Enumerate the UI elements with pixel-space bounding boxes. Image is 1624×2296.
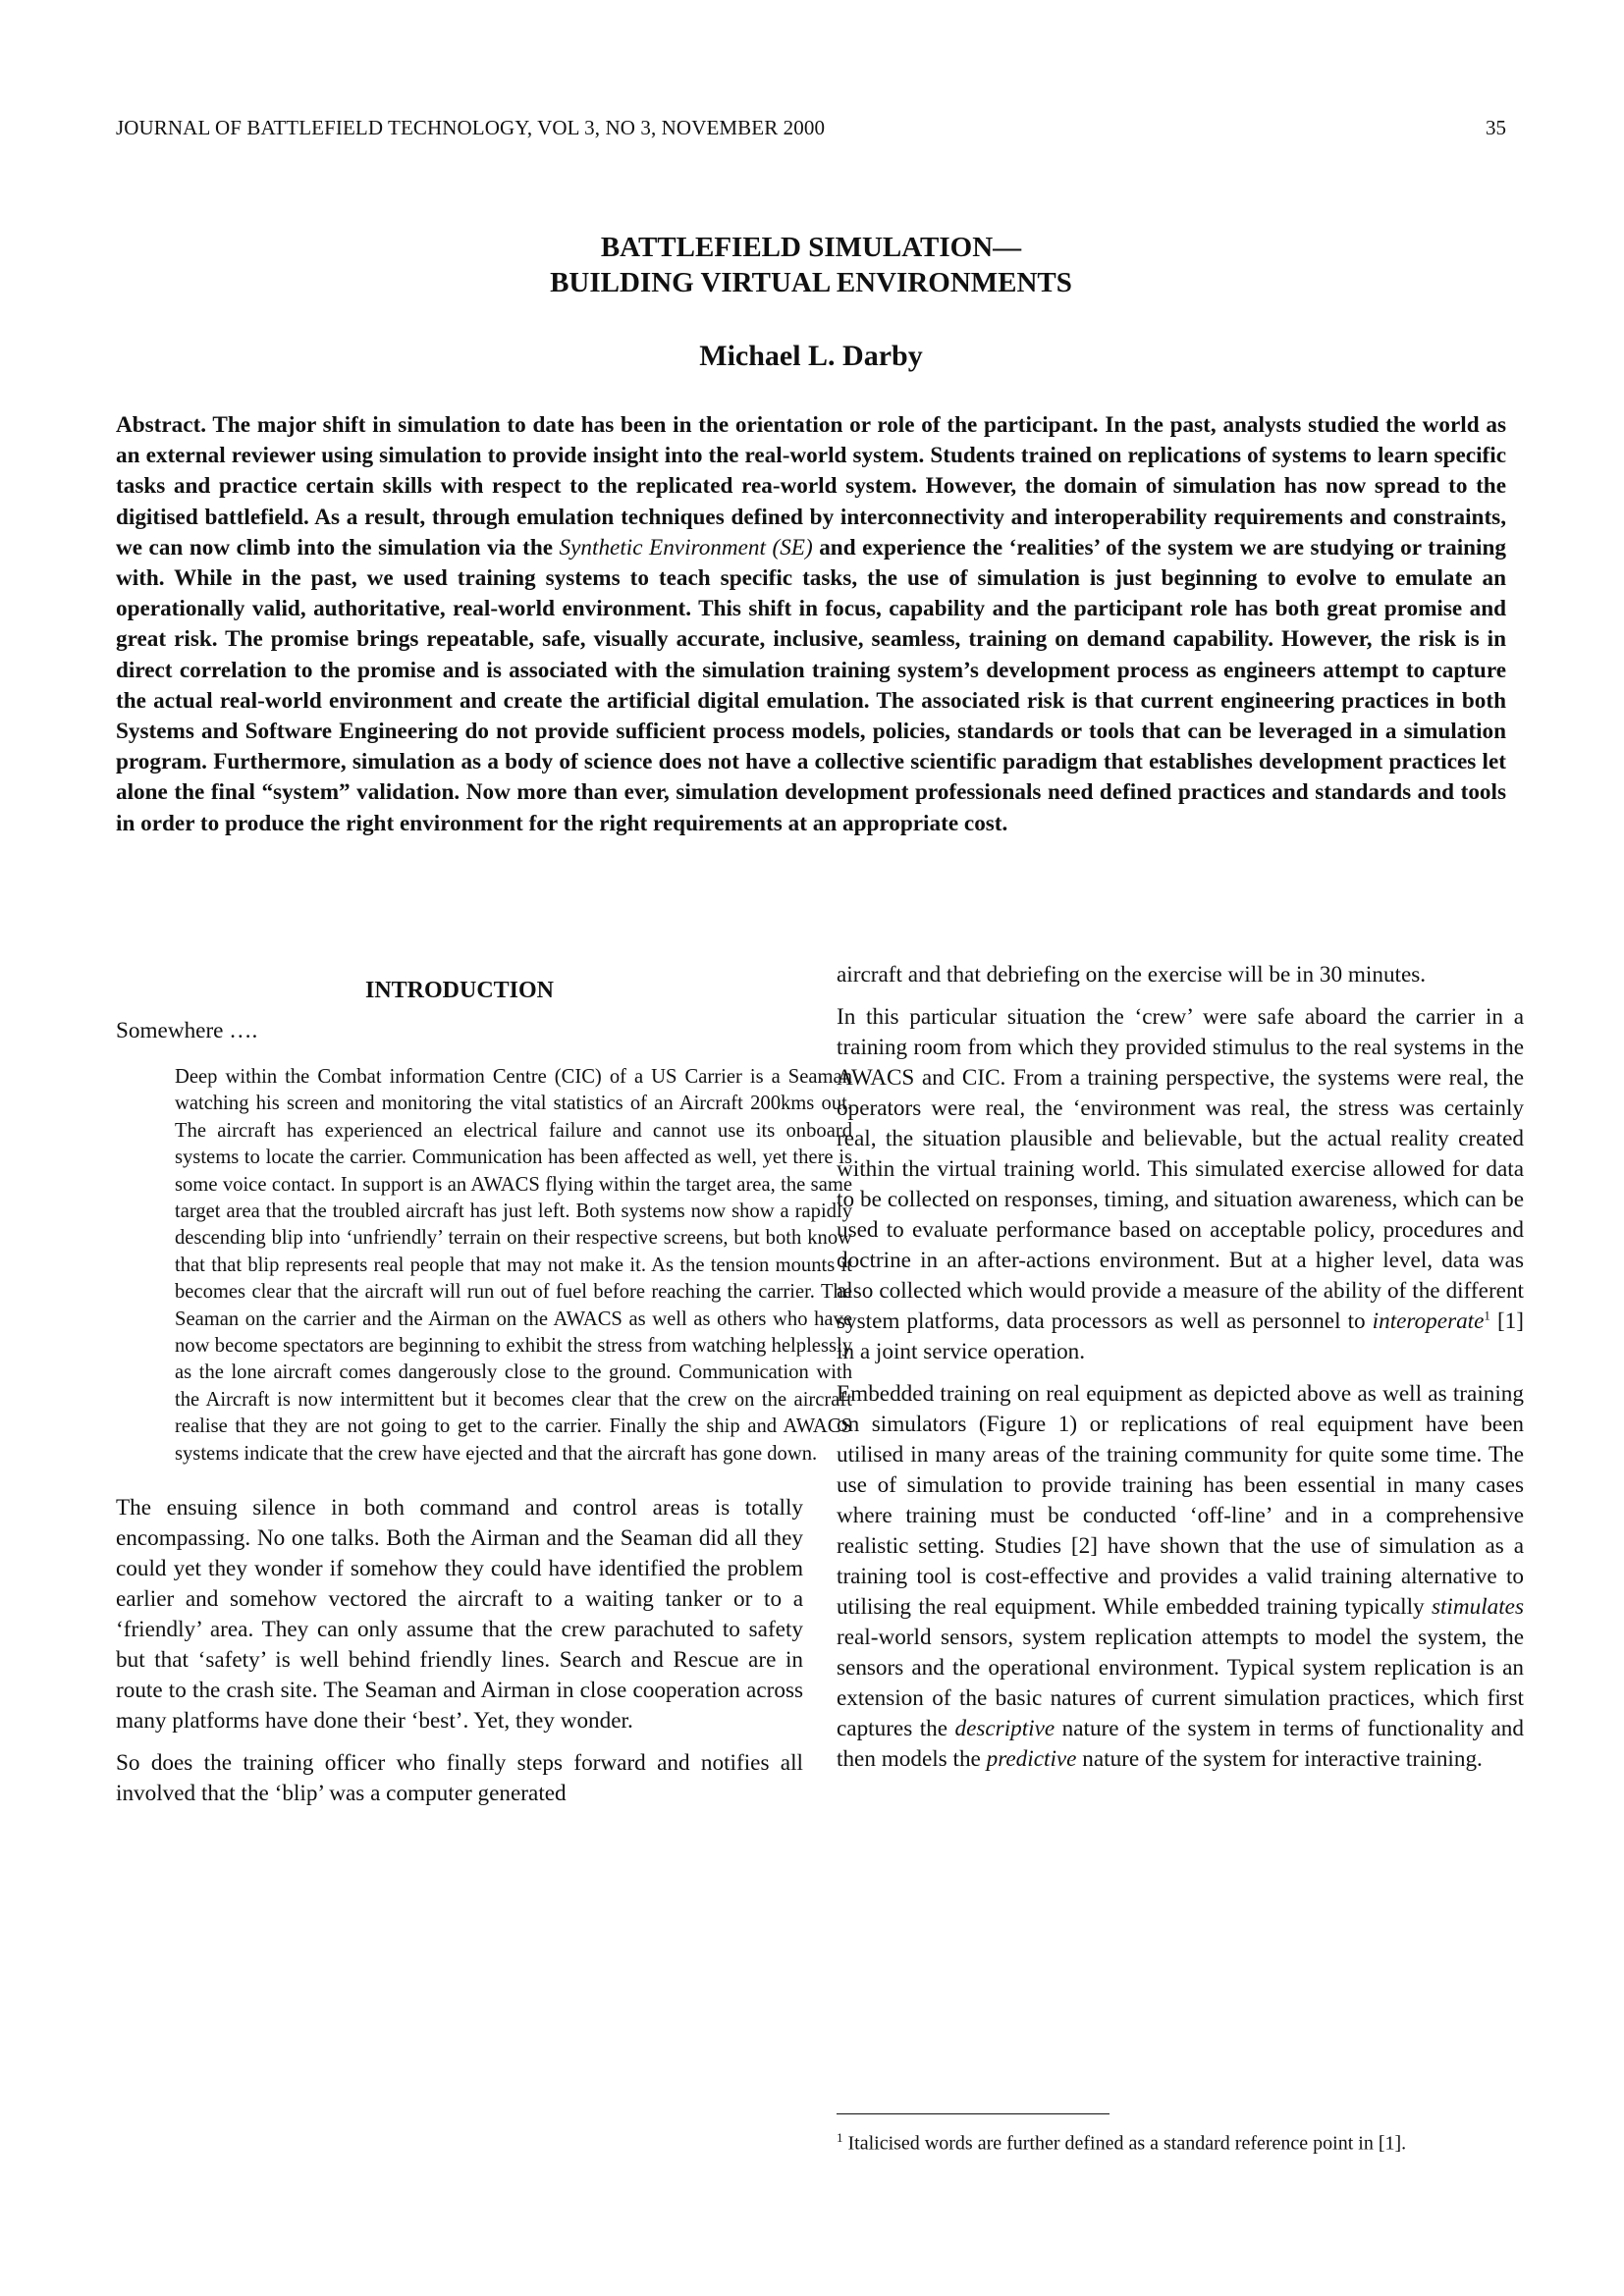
footnote-number: 1 [837, 2130, 843, 2145]
scenario-quote: Deep within the Combat information Centre (CIC) of a US Carrier is a Seaman watching his screen and monitoring the vital statistics of an Aircraft 200kms out. The aircraft has experienced an electrical failure and cannot use its onboard systems to locate the carrier. Communication has been affected as well, yet there is some voice contact. In support is an AWACS flying within the target area, the same target area that the troubled aircraft has just left. Both systems now show a rapidly descending blip into ‘unfriendly’ terrain on their respective screens, but both know that that blip represents real people that may not make it. As the tension mounts it becomes clear that the aircraft will run out of fuel before reaching the carrier. The Seaman on the carrier and the Airman on the AWACS as well as others who have now become spectators are beginning to exhibit the stress from watching helplessly as the lone aircraft comes dangerously close to the ground. Communication with the Aircraft is now intermittent but it becomes clear that the crew on the aircraft realise that they are not going to get to the carrier. Finally the ship and AWACS systems indicate that the crew have ejected and that the aircraft has gone down. [175, 1066, 852, 1465]
abstract-text-1: Abstract. The major shift in simulation to date has been in the orientation or role of the participant. In the past, analysts studied the world as an external reviewer using simulation to provide insight into the real-world system. Students trained on replications of systems to learn specific tasks and practice certain skills with respect to the replicated rea-world system. However, the domain of simulation has now spread to the digitised battlefield. As a result, through emulation techniques defined by interconnectivity and interoperability requirements and constraints, we can now climb into the simulation via the [116, 412, 1506, 561]
paragraph-crew [837, 1002, 1524, 1367]
embedded-text-d: nature of the system for interactive training. [1076, 1746, 1483, 1772]
page-number: 35 [1486, 116, 1506, 139]
paper-title [116, 230, 1506, 300]
paragraph-officer-start: So does the training officer who finally steps forward and notifies all involved that the ‘blip’ was a computer generated [116, 1750, 803, 1807]
title-line-1: BATTLEFIELD SIMULATION— [600, 232, 1022, 263]
left-column [116, 972, 852, 1821]
footnote-text: Italicised words are further defined as a standard reference point in [1]. [842, 2132, 1407, 2155]
term-predictive: predictive [986, 1746, 1077, 1772]
crew-text-b: [1] in a joint service operation. [837, 1308, 1524, 1364]
embedded-text-c: nature of the system in terms of functionality and then models the [837, 1716, 1524, 1772]
paragraph-embedded [837, 1379, 1524, 1775]
abstract-se-term: Synthetic Environment (SE) [559, 534, 813, 561]
paragraph-officer-end: aircraft and that debriefing on the exercise will be in 30 minutes. [837, 962, 1427, 988]
intro-opening: Somewhere …. [116, 1018, 258, 1043]
title-line-2: BUILDING VIRTUAL ENVIRONMENTS [550, 267, 1072, 298]
term-stimulates: stimulates [1431, 1594, 1524, 1620]
footnote-marker: 1 [1484, 1308, 1490, 1323]
footnote-divider [837, 2113, 1110, 2114]
author-name: Michael L. Darby [699, 340, 923, 372]
abstract [116, 410, 1506, 839]
term-interoperate: interoperate [1372, 1308, 1485, 1334]
section-heading-introduction: INTRODUCTION [364, 978, 555, 1003]
crew-text-a: In this particular situation the ‘crew’ were safe aboard the carrier in a training room from which they provided stimulus to the real systems in the AWACS and CIC. From a training perspective, the systems were real, the operators were real, the ‘environment was real, the stress was certainly real, the situation plausible and believable, but the actual reality created within the virtual training world. This simulated exercise allowed for data to be collected on responses, timing, and situation awareness, which can be used to evaluate performance based on acceptable policy, procedures and doctrine in an after-actions environment. But at a higher level, data was also collected which would provide a measure of the ability of the different system platforms, data processors as well as personnel to [837, 1004, 1524, 1334]
paragraph-silence: The ensuing silence in both command and control areas is totally encompassing. No one talks. Both the Airman and the Seaman did all they could yet they wonder if somehow they could have identified the problem earlier and somehow vectored the aircraft to a waiting tanker or to a ‘friendly’ area. They can only assume that the crew parachuted to safety but that ‘safety’ is well behind friendly lines. Search and Rescue are in route to the crash site. The Seaman and Airman in close cooperation across many platforms have done their ‘best’. Yet, they wonder. [116, 1495, 803, 1735]
footnote [837, 2125, 1524, 2157]
embedded-text-b: real-world sensors, system replication attempts to model the system, the sensors and the operational environment. Typical system replication is an extension of the basic natures of current simulation practices, which first captures the [837, 1625, 1524, 1741]
term-descriptive: descriptive [954, 1716, 1056, 1741]
embedded-text-a: Embedded training on real equipment as depicted above as well as training on simulators (Figure 1) or replications of real equipment have been utilised in many areas of the training community for quite some time. The use of simulation to provide training has been essential in many cases where training must be conducted ‘off-line’ and in a comprehensive realistic setting. Studies [2] have shown that the use of simulation as a training tool is cost-effective and provides a valid training alternative to utilising the real equipment. While embedded training typically [837, 1381, 1524, 1620]
journal-name: JOURNAL OF BATTLEFIELD TECHNOLOGY, VOL 3, NO 3, NOVEMBER 2000 [116, 116, 826, 139]
right-column [837, 960, 1524, 1787]
running-header [116, 116, 1506, 147]
abstract-text-2: and experience the ‘realities’ of the system we are studying or training with. While in the past, we used training systems to teach specific tasks, the use of simulation is just beginning to evolve to emulate an operationally valid, authoritative, real-world environment. This shift in focus, capability and the participant role has both great promise and great risk. The promise brings repeatable, safe, visually accurate, inclusive, seamless, training on demand capability. However, the risk is in direct correlation to the promise and is associated with the simulation training system’s development process as engineers attempt to capture the actual real-world environment and create the artificial digital emulation. The associated risk is that current engineering practices in both Systems and Software Engineering do not provide sufficient process models, policies, standards or tools that can be leveraged in a simulation program. Furthermore, simulation as a body of science does not have a collective scientific paradigm that establishes development practices let alone the final “system” validation. Now more than ever, simulation development professionals need defined practices and standards and tools in order to produce the right environment for the right requirements at an appropriate cost. [116, 534, 1506, 836]
